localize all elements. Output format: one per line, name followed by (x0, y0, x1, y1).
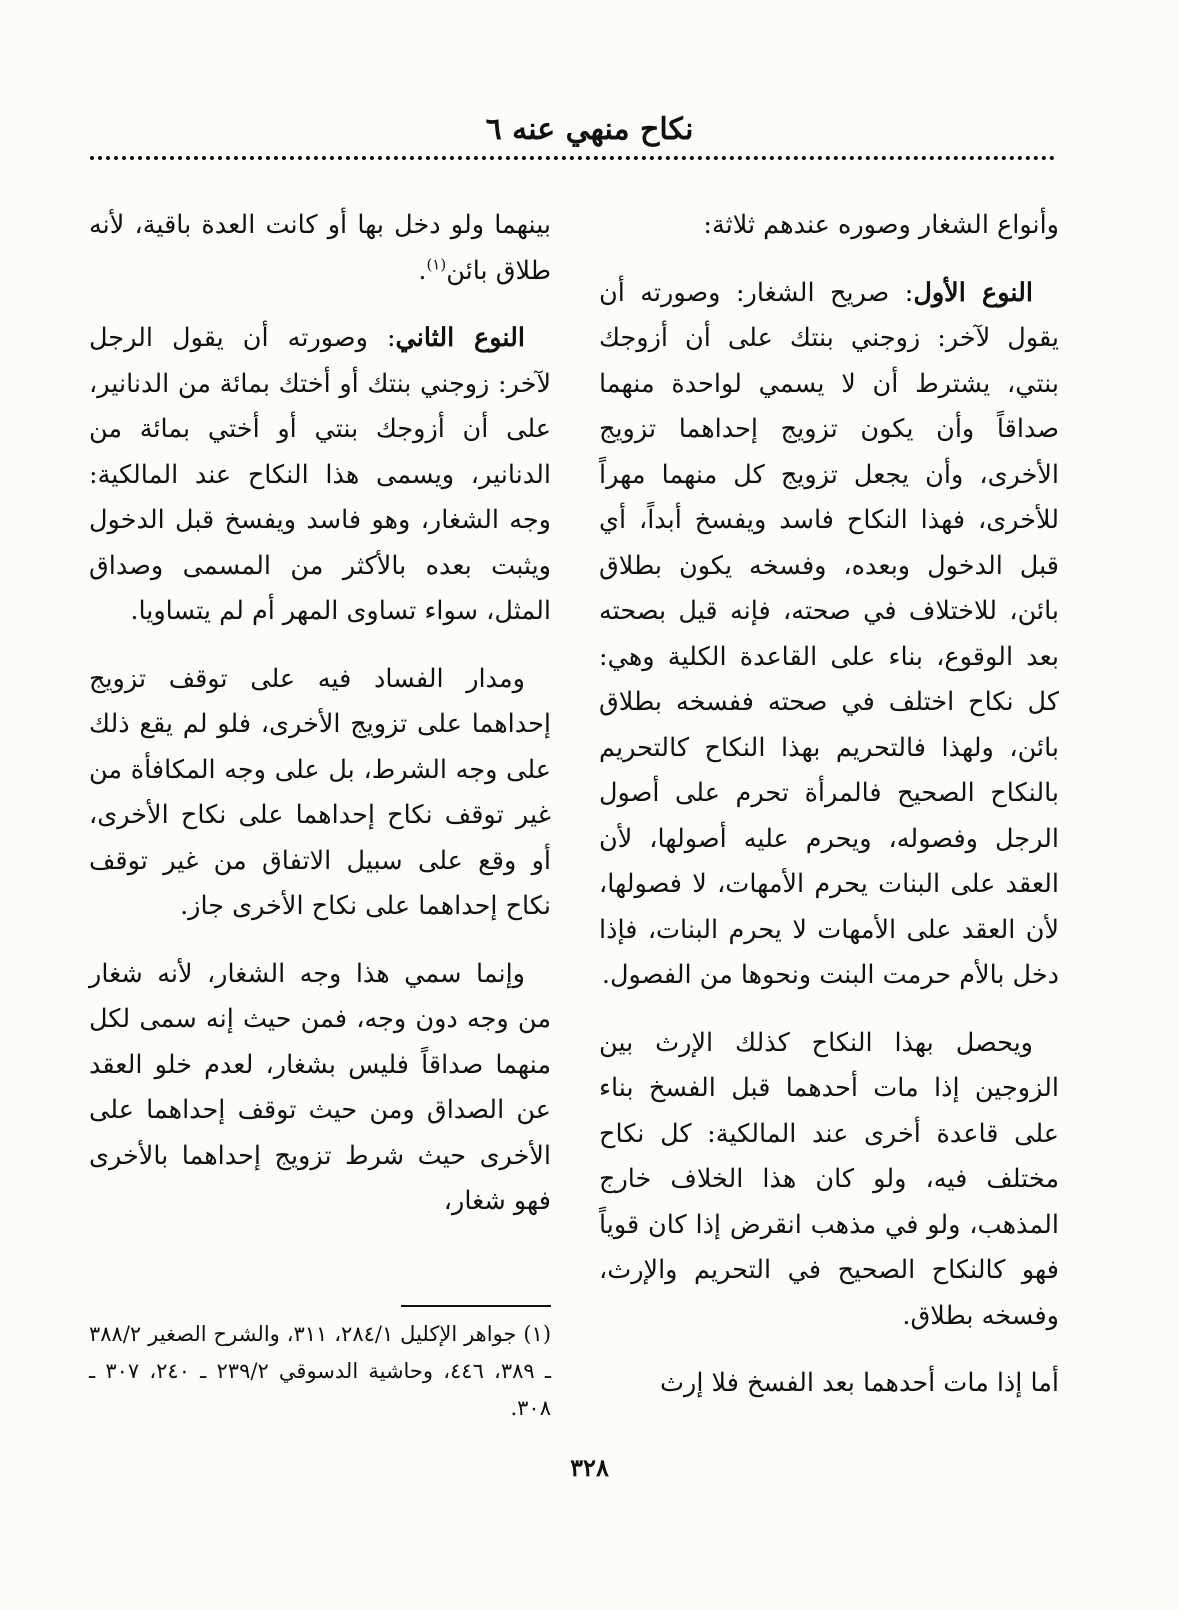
intro-paragraph: وأنواع الشغار وصوره عندهم ثلاثة: (703, 210, 1059, 240)
continuation-paragraph (89, 203, 551, 294)
corruption-paragraph: ومدار الفساد فيه على توقف تزويج إحداهما على تزويج الأخرى، فلو لم يقع ذلك على وجه الشرط، بل على وجه المكافأة من غير توقف نكاح إحداهما على نكاح الأخرى، أو وقع على سبيل الاتفاق من غير توقف نكاح إحداهما على نكاح الأخرى جاز. (89, 663, 551, 921)
page-number: ٣٢٨ (570, 1453, 609, 1482)
right-column (599, 203, 1059, 1429)
continuation-end: . (418, 255, 427, 286)
running-header-title: نكاح منهي عنه ٦ (485, 112, 694, 147)
after-annulment-paragraph: أما إذا مات أحدهما بعد الفسخ فلا إرث (660, 1368, 1059, 1398)
footnote-ref-1: (١) (426, 255, 447, 273)
type2-label: النوع الثاني (395, 323, 525, 353)
continuation-text: بينهما ولو دخل بها أو كانت العدة باقية، لأنه طلاق بائن (89, 210, 551, 286)
left-column (89, 203, 551, 1247)
type1-text: : صريح الشغار: وصورته أن يقول لآخر: زوجني بنتك على أن أزوجك بنتي، يشترط أن لا يسمي لواحدة منهما صداقاً وأن يكون تزويج إحداهما تزويج الأخرى، وأن يجعل تزويج كل منهما مهراً للأخرى، فهذا النكاح فاسد ويفسخ أبداً، أي قبل الدخول وبعده، وفسخه يكون بطلاق بائن، للاختلاف في صحته، فإنه قيل بصحته بعد الوقوع، بناء على القاعدة الكلية وهي: كل نكاح اختلف في صحته ففسخه بطلاق بائن، ولهذا فالتحريم بهذا النكاح كالتحريم بالنكاح الصحيح فالمرأة تحرم على أصول الرجل وفصوله، ويحرم عليه أصولها، لأن العقد على البنات يحرم الأمهات، لا فصولها، لأن العقد على الأمهات لا يحرم البنات، فإذا دخل بالأم حرمت البنت ونحوها من الفصول. (599, 277, 1059, 990)
inheritance-paragraph: ويحصل بهذا النكاح كذلك الإرث بين الزوجين إذا مات أحدهما قبل الفسخ بناء على قاعدة أخرى عند المالكية: كل نكاح مختلف فيه، ولو كان هذا الخلاف خارج المذهب، ولو في مذهب انقرض إذا كان قوياً فهو كالنكاح الصحيح في التحريم والإرث، وفسخه بطلاق. (599, 1027, 1059, 1331)
footnote-separator (401, 1305, 551, 1307)
footnote-1: (١) جواهر الإكليل ٢٨٤/١، ٣١١، والشرح الصغير ٣٨٨/٢ ـ ٣٨٩، ٤٤٦، وحاشية الدسوقي ٢٣٩/٢ ـ ٢٤٠، ٣٠٧ ـ ٣٠٨. (89, 1322, 552, 1420)
type1-paragraph (599, 271, 1059, 999)
naming-paragraph: وإنما سمي هذا وجه الشغار، لأنه شغار من وجه دون وجه، فمن حيث إنه سمى لكل منهما صداقاً فليس بشغار، لعدم خلو العقد عن الصداق ومن حيث توقف إحداهما على الأخرى حيث شرط تزويج إحداهما بالأخرى فهو شغار، (89, 958, 551, 1216)
type2-paragraph (89, 316, 551, 635)
type1-label: النوع الأول (913, 277, 1033, 308)
type2-text: : وصورته أن يقول الرجل لآخر: زوجني بنتك أو أختك بمائة من الدنانير، على أن أزوجك بنتي أو أختي بمائة من الدنانير، ويسمى هذا النكاح عند المالكية: وجه الشغار، وهو فاسد ويفسخ قبل الدخول ويثبت بعده بالأكثر من المسمى وصداق المثل، سواء تساوى المهر أم لم يتساويا. (89, 323, 551, 626)
header-dotted-rule (90, 156, 1055, 160)
